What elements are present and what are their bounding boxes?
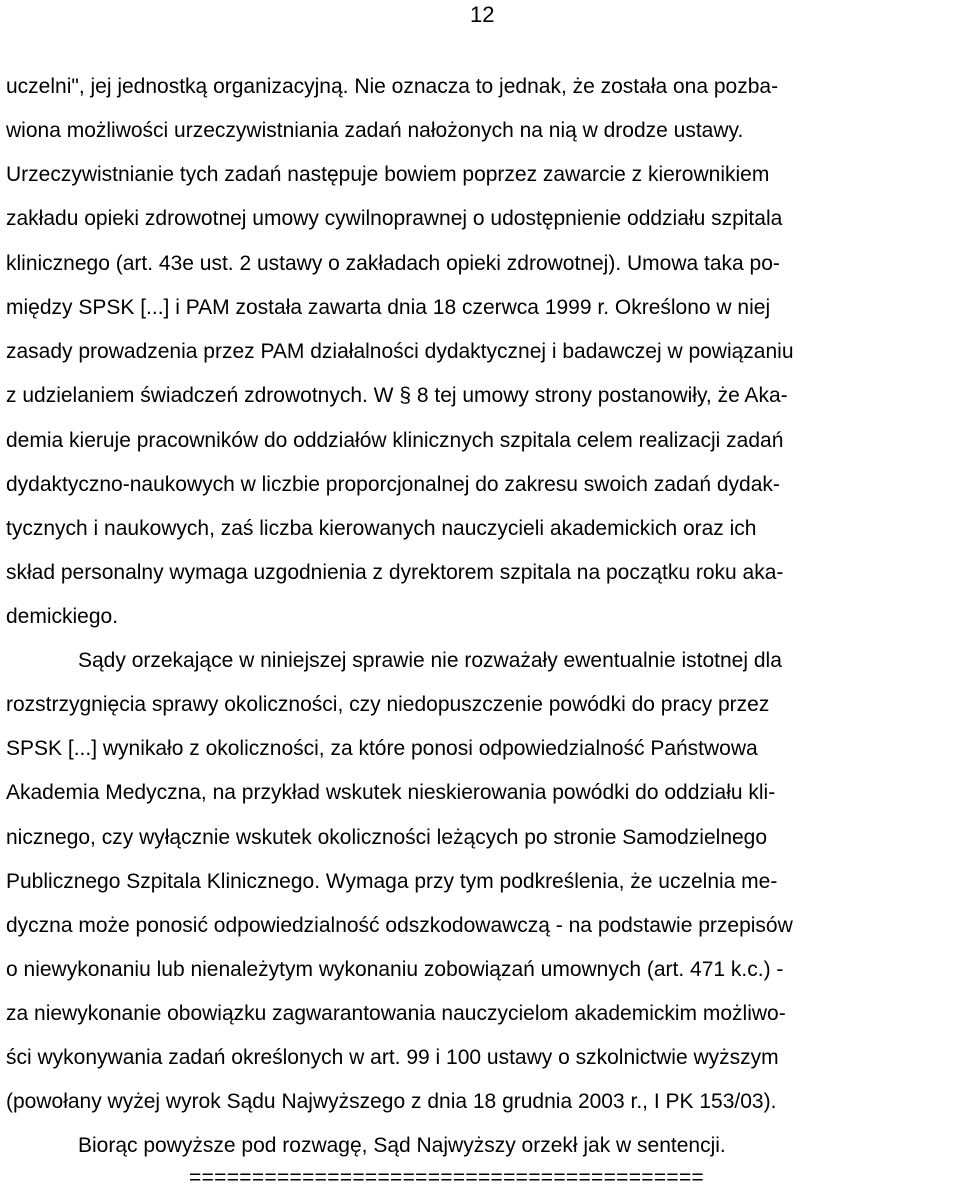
text-line: SPSK [...] wynikało z okoliczności, za które ponosi odpowiedzialność Państwowa <box>6 737 758 760</box>
text-line: demickiego. <box>6 605 119 628</box>
text-line: między SPSK [...] i PAM została zawarta dnia 18 czerwca 1999 r. Określono w niej <box>6 296 771 319</box>
text-line: (powołany wyżej wyrok Sądu Najwyższego z dnia 18 grudnia 2003 r., I PK 153/03). <box>6 1090 777 1113</box>
text-line: demia kieruje pracowników do oddziałów klinicznych szpitala celem realizacji zadań <box>6 429 784 452</box>
text-line: Akademia Medyczna, na przykład wskutek nieskierowania powódki do oddziału kli- <box>6 781 776 804</box>
text-line: za niewykonanie obowiązku zagwarantowania nauczycielom akademickim możliwo- <box>6 1002 786 1025</box>
text-line: ści wykonywania zadań określonych w art. 99 i 100 ustawy o szkolnictwie wyższym <box>6 1046 779 1069</box>
text-line: nicznego, czy wyłącznie wskutek okoliczności leżących po stronie Samodzielnego <box>6 826 768 849</box>
text-line: klinicznego (art. 43e ust. 2 ustawy o zakładach opieki zdrowotnej). Umowa taka po- <box>6 252 780 275</box>
text-line: dyczna może ponosić odpowiedzialność odszkodowawczą - na podstawie przepisów <box>6 914 793 937</box>
text-line: z udzielaniem świadczeń zdrowotnych. W § 8 tej umowy strony postanowiły, że Aka- <box>6 384 788 407</box>
text-line: wiona możliwości urzeczywistniania zadań nałożonych na nią w drodze ustawy. <box>6 119 744 142</box>
text-line: tycznych i naukowych, zaś liczba kierowanych nauczycieli akademickich oraz ich <box>6 517 757 540</box>
text-line: skład personalny wymaga uzgodnienia z dyrektorem szpitala na początku roku aka- <box>6 561 784 584</box>
text-line: Sądy orzekające w niniejszej sprawie nie rozważały ewentualnie istotnej dla <box>78 649 782 672</box>
text-line: o niewykonaniu lub nienależytym wykonaniu zobowiązań umownych (art. 471 k.c.) - <box>6 958 784 981</box>
text-line: Urzeczywistnianie tych zadań następuje bowiem poprzez zawarcie z kierownikiem <box>6 163 770 186</box>
text-line: zakładu opieki zdrowotnej umowy cywilnoprawnej o udostępnienie oddziału szpitala <box>6 207 783 230</box>
text-line: uczelni", jej jednostką organizacyjną. Nie oznacza to jednak, że została ona pozba- <box>6 75 779 98</box>
text-line: rozstrzygnięcia sprawy okoliczności, czy niedopuszczenie powódki do pracy przez <box>6 693 770 716</box>
separator-line: ========================================= <box>189 1166 705 1189</box>
text-line: Publicznego Szpitala Klinicznego. Wymaga przy tym podkreślenia, że uczelnia me- <box>6 870 778 893</box>
page-number: 12 <box>470 2 495 27</box>
text-line: dydaktyczno-naukowych w liczbie proporcjonalnej do zakresu swoich zadań dydak- <box>6 473 780 496</box>
text-line: zasady prowadzenia przez PAM działalności dydaktycznej i badawczej w powiązaniu <box>6 340 794 363</box>
text-line: Biorąc powyższe pod rozwagę, Sąd Najwyższy orzekł jak w sentencji. <box>78 1134 726 1157</box>
